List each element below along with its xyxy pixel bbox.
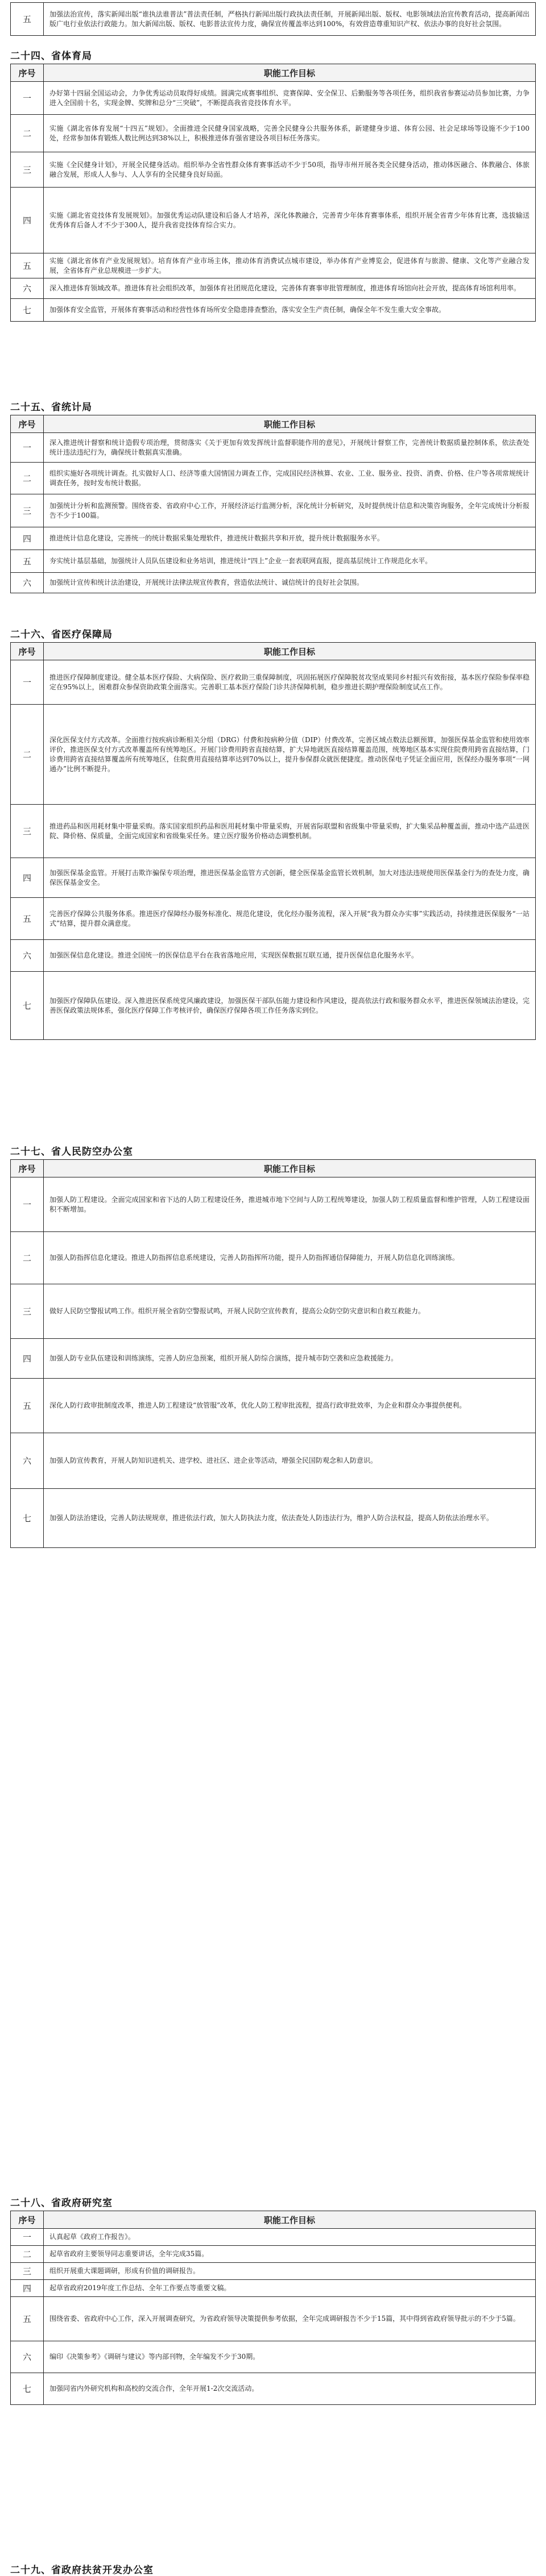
row-text: 完善医疗保障公共服务体系。推进医疗保障经办服务标准化、规范化建设，优化经办服务流程，深入开展“我为群众办实事”实践活动，持续推进医保服务“一站式”结算，提升群众满意度。: [44, 898, 536, 940]
row-number: 二: [11, 2246, 44, 2263]
table-row: [11, 433, 536, 463]
row-number: 一: [11, 433, 44, 463]
row-number: 五: [11, 3, 44, 36]
row-text: 实施《全民健身计划》，开展全民健身活动。组织举办全省性群众体育赛事活动不少于50项，指导市州开展各类全民健身活动，推动体医融合、体教融合、体旅融合发展，形成人人参与、人人享有的全民健身良好局面。: [44, 152, 536, 188]
row-text: 深入推进体育领域改革。推进体育社会组织改革，加强体育社团规范化建设，完善体育赛事审批管理制度，推进体育场馆向社会开放，提高体育场馆利用率。: [44, 278, 536, 299]
sec23-table: [10, 2, 536, 36]
sec28-table: [10, 2211, 536, 2405]
row-number: 四: [11, 2280, 44, 2297]
row-number: 六: [11, 940, 44, 972]
table-row: [11, 1284, 536, 1339]
row-number: 三: [11, 1284, 44, 1339]
table-row: [11, 3, 536, 36]
row-number: 三: [11, 152, 44, 188]
row-number: 五: [11, 2297, 44, 2341]
section-title-statistics: 二十五、省统计局: [10, 402, 92, 413]
sec24-table: [10, 64, 536, 322]
row-number: 二: [11, 705, 44, 805]
row-text: 深化人防行政审批制度改革，推进人防工程建设“放管服”改革，优化人防工程审批流程，提高行政审批效率，为企业和群众办事提供便利。: [44, 1379, 536, 1433]
row-text: 加强统计宣传和统计法治建设，开展统计法律法规宣传教育，营造依法统计、诚信统计的良好社会氛围。: [44, 573, 536, 593]
table-row: [11, 2229, 536, 2246]
row-text: 深入推进统计督察和统计造假专项治理，贯彻落实《关于更加有效发挥统计监督职能作用的意见》，开展统计督察工作，完善统计数据质量控制体系，依法查处统计违法违纪行为，确保统计数据真实准确。: [44, 433, 536, 463]
row-text: 加强人防专业队伍建设和训练演练，完善人防应急预案，组织开展人防综合演练，提升城市防空袭和应急救援能力。: [44, 1339, 536, 1379]
table-row: [11, 2373, 536, 2405]
header-goal: 职能工作目标: [44, 415, 536, 433]
section-title-sport: 二十四、省体育局: [10, 51, 92, 62]
row-text: 组织实施好各项统计调查。扎实做好人口、经济等重大国情国力调查工作，完成国民经济核算、农业、工业、服务业、投资、消费、价格、住户等各项常规统计调查任务，按时发布统计数据。: [44, 463, 536, 494]
table-row: [11, 660, 536, 705]
table-row: [11, 2246, 536, 2263]
table-row: [11, 2263, 536, 2280]
row-text: 推进医疗保障制度建设。健全基本医疗保险、大病保险、医疗救助三重保障制度，巩固拓展医疗保障脱贫攻坚成果同乡村振兴有效衔接，基本医疗保险参保率稳定在95%以上，困难群众参保资助政策全面落实。完善职工基本医疗保险门诊共济保障机制，稳步推进长期护理保险制度试点工作。: [44, 660, 536, 705]
header-goal: 职能工作目标: [44, 1160, 536, 1177]
table-row: [11, 1177, 536, 1232]
table-header-row: [11, 2211, 536, 2229]
table-row: [11, 2280, 536, 2297]
row-text: 加强人防宣传教育，开展人防知识进机关、进学校、进社区、进企业等活动，增强全民国防观念和人防意识。: [44, 1433, 536, 1489]
row-number: 三: [11, 494, 44, 527]
row-text: 组织开展重大课题调研，形成有价值的调研报告。: [44, 2263, 536, 2280]
table-row: [11, 972, 536, 1040]
header-num: 序号: [11, 1160, 44, 1177]
table-row: [11, 2341, 536, 2373]
row-number: 五: [11, 898, 44, 940]
row-number: 六: [11, 1433, 44, 1489]
table-row: [11, 1232, 536, 1284]
row-number: 一: [11, 82, 44, 115]
row-text: 办好第十四届全国运动会，力争优秀运动员取得好成绩。圆满完成赛事组织、竞赛保障、安全保卫、后勤服务等各项任务，组织我省参赛运动员参加比赛，力争进入全国前十名，实现金牌、奖牌和总分“三突破”，不断提高我省竞技体育水平。: [44, 82, 536, 115]
row-number: 四: [11, 858, 44, 898]
row-text: 实施《湖北省体育产业发展规划》。培育体育产业市场主体，推动体育消费试点城市建设，举办体育产业博览会，促进体育与旅游、健康、文化等产业融合发展，全省体育产业总规模进一步扩大。: [44, 253, 536, 278]
table-row: [11, 253, 536, 278]
row-number: 四: [11, 188, 44, 253]
row-text: 加强同省内外研究机构和高校的交流合作，全年开展1-2次交流活动。: [44, 2373, 536, 2405]
row-text: 实施《湖北省体育发展“十四五”规划》。全面推进全民健身国家战略，完善全民健身公共服务体系，新建健身步道、体育公园、社会足球场等设施不少于100处，经常参加体育锻炼人数比例达到38%以上，积极推进体育强省建设各项目标任务落实。: [44, 115, 536, 152]
row-number: 一: [11, 1177, 44, 1232]
row-number: 五: [11, 1379, 44, 1433]
table-row: [11, 278, 536, 299]
row-number: 七: [11, 1489, 44, 1548]
header-num: 序号: [11, 415, 44, 433]
row-number: 七: [11, 972, 44, 1040]
table-row: [11, 898, 536, 940]
row-number: 五: [11, 253, 44, 278]
row-text: 加强统计分析和监测预警。围绕省委、省政府中心工作，开展经济运行监测分析，深化统计分析研究，及时提供统计信息和决策咨询服务，全年完成统计分析报告不少于100篇。: [44, 494, 536, 527]
table-row: [11, 550, 536, 573]
row-number: 六: [11, 278, 44, 299]
table-header-row: [11, 1160, 536, 1177]
row-number: 二: [11, 115, 44, 152]
header-goal: 职能工作目标: [44, 64, 536, 82]
table-row: [11, 299, 536, 322]
table-row: [11, 805, 536, 858]
sec25-table: [10, 415, 536, 593]
table-row: [11, 1379, 536, 1433]
table-row: [11, 940, 536, 972]
table-row: [11, 527, 536, 550]
table-row: [11, 82, 536, 115]
row-number: 一: [11, 660, 44, 705]
table-row: [11, 463, 536, 494]
row-text: 起草省政府2019年度工作总结、全年工作要点等重要文稿。: [44, 2280, 536, 2297]
row-text: 编印《决策参考》《调研与建议》等内部刊物，全年编发不少于30期。: [44, 2341, 536, 2373]
header-num: 序号: [11, 64, 44, 82]
table-row: [11, 1433, 536, 1489]
row-text: 推进统计信息化建设，完善统一的统计数据采集处理软件，推进统计数据共享和开放，提升统计数据服务水平。: [44, 527, 536, 550]
section-title-research-office: 二十八、省政府研究室: [10, 2198, 113, 2209]
table-header-row: [11, 643, 536, 660]
row-number: 三: [11, 805, 44, 858]
table-row: [11, 858, 536, 898]
row-text: 加强体育安全监管，开展体育赛事活动和经营性体育场所安全隐患排查整治，落实安全生产责任制，确保全年不发生重大安全事故。: [44, 299, 536, 322]
row-text: 加强法治宣传，落实新闻出版“谁执法谁普法”普法责任制，严格执行新闻出版行政执法责任制，开展新闻出版、版权、电影领域法治宣传教育活动，提高新闻出版广电行业依法行政能力。加大新闻出版、版权、电影普法宣传力度，确保宣传覆盖率达到100%，有效营造尊重知识产权、依法办事的良好社会氛围。: [44, 3, 536, 36]
row-text: 深化医保支付方式改革。全面推行按疾病诊断相关分组（DRG）付费和按病种分值（DIP）付费改革，完善区域点数法总额预算，加强医保基金监管和使用效率评价，推进医保支付方式改革覆盖所有统筹地区。开展门诊费用跨省直接结算，扩大异地就医直接结算覆盖范围，统筹地区基本实现住院费用跨省直接结算，门诊费用跨省直接结算覆盖所有统筹地区，住院费用直接结算率达到70%以上，提升参保群众就医便捷度。推动医保电子凭证全面应用，医保经办服务事项“一网通办”比例不断提升。: [44, 705, 536, 805]
section-title-civil-air-defense: 二十七、省人民防空办公室: [10, 1146, 133, 1158]
table-row: [11, 1339, 536, 1379]
row-number: 二: [11, 463, 44, 494]
row-text: 加强人防法治建设，完善人防法规规章，推进依法行政，加大人防执法力度，依法查处人防违法行为，维护人防合法权益，提高人防依法治理水平。: [44, 1489, 536, 1548]
row-text: 实施《湖北省竞技体育发展规划》。加强优秀运动队建设和后备人才培养，深化体教融合，完善青少年体育赛事体系，组织开展全省青少年体育比赛，选拔输送优秀体育后备人才不少于300人，提升我省竞技体育综合实力。: [44, 188, 536, 253]
row-text: 加强人防指挥信息化建设。推进人防指挥信息系统建设，完善人防指挥所功能，提升人防指挥通信保障能力，开展人防信息化训练演练。: [44, 1232, 536, 1284]
row-text: 围绕省委、省政府中心工作，深入开展调查研究，为省政府领导决策提供参考依据，全年完成调研报告不少于15篇，其中得到省政府领导批示的不少于5篇。: [44, 2297, 536, 2341]
header-goal: 职能工作目标: [44, 643, 536, 660]
table-header-row: [11, 415, 536, 433]
table-row: [11, 188, 536, 253]
row-text: 推进药品和医用耗材集中带量采购。落实国家组织药品和医用耗材集中带量采购，开展省际联盟和省级集中带量采购，扩大集采品种覆盖面，推动中选产品进医院、降价格、保质量，全面完成国家和省级集采任务。建立医疗服务价格动态调整机制。: [44, 805, 536, 858]
row-text: 认真起草《政府工作报告》。: [44, 2229, 536, 2246]
sec26-table: [10, 642, 536, 1040]
row-number: 六: [11, 573, 44, 593]
table-row: [11, 573, 536, 593]
table-header-row: [11, 64, 536, 82]
header-goal: 职能工作目标: [44, 2211, 536, 2229]
row-text: 起草省政府主要领导同志重要讲话，全年完成35篇。: [44, 2246, 536, 2263]
table-row: [11, 494, 536, 527]
header-num: 序号: [11, 643, 44, 660]
sec27-table: [10, 1159, 536, 1548]
row-text: 加强医疗保障队伍建设。深入推进医保系统党风廉政建设，加强医保干部队伍能力建设和作风建设，提高依法行政和服务群众水平，推进医保领域法治建设，完善医保政策法规体系，强化医疗保障工作考核评价，确保医疗保障各项工作任务落实到位。: [44, 972, 536, 1040]
table-row: [11, 152, 536, 188]
row-number: 五: [11, 550, 44, 573]
row-number: 七: [11, 299, 44, 322]
table-row: [11, 1489, 536, 1548]
row-text: 加强医保基金监管。开展打击欺诈骗保专项治理，推进医保基金监管方式创新，健全医保基金监管长效机制，加大对违法违规使用医保基金行为的查处力度，确保医保基金安全。: [44, 858, 536, 898]
row-number: 二: [11, 1232, 44, 1284]
header-num: 序号: [11, 2211, 44, 2229]
row-number: 七: [11, 2373, 44, 2405]
row-text: 做好人民防空警报试鸣工作。组织开展全省防空警报试鸣，开展人民防空宣传教育，提高公众防空防灾意识和自救互救能力。: [44, 1284, 536, 1339]
table-row: [11, 2297, 536, 2341]
row-number: 三: [11, 2263, 44, 2280]
row-text: 加强人防工程建设。全面完成国家和省下达的人防工程建设任务，推进城市地下空间与人防工程统筹建设，加强人防工程质量监督和维护管理，人防工程建设面积不断增加。: [44, 1177, 536, 1232]
row-text: 加强医保信息化建设。推进全国统一的医保信息平台在我省落地应用，实现医保数据互联互通，提升医保信息化服务水平。: [44, 940, 536, 972]
row-number: 一: [11, 2229, 44, 2246]
table-row: [11, 115, 536, 152]
row-number: 四: [11, 527, 44, 550]
table-row: [11, 705, 536, 805]
row-number: 六: [11, 2341, 44, 2373]
row-number: 四: [11, 1339, 44, 1379]
row-text: 夯实统计基层基础，加强统计人员队伍建设和业务培训，推进统计“四上”企业一套表联网直报，提高基层统计工作规范化水平。: [44, 550, 536, 573]
section-title-poverty-alleviation: 二十九、省政府扶贫开发办公室: [10, 2565, 154, 2576]
section-title-medical-security: 二十六、省医疗保障局: [10, 629, 113, 640]
